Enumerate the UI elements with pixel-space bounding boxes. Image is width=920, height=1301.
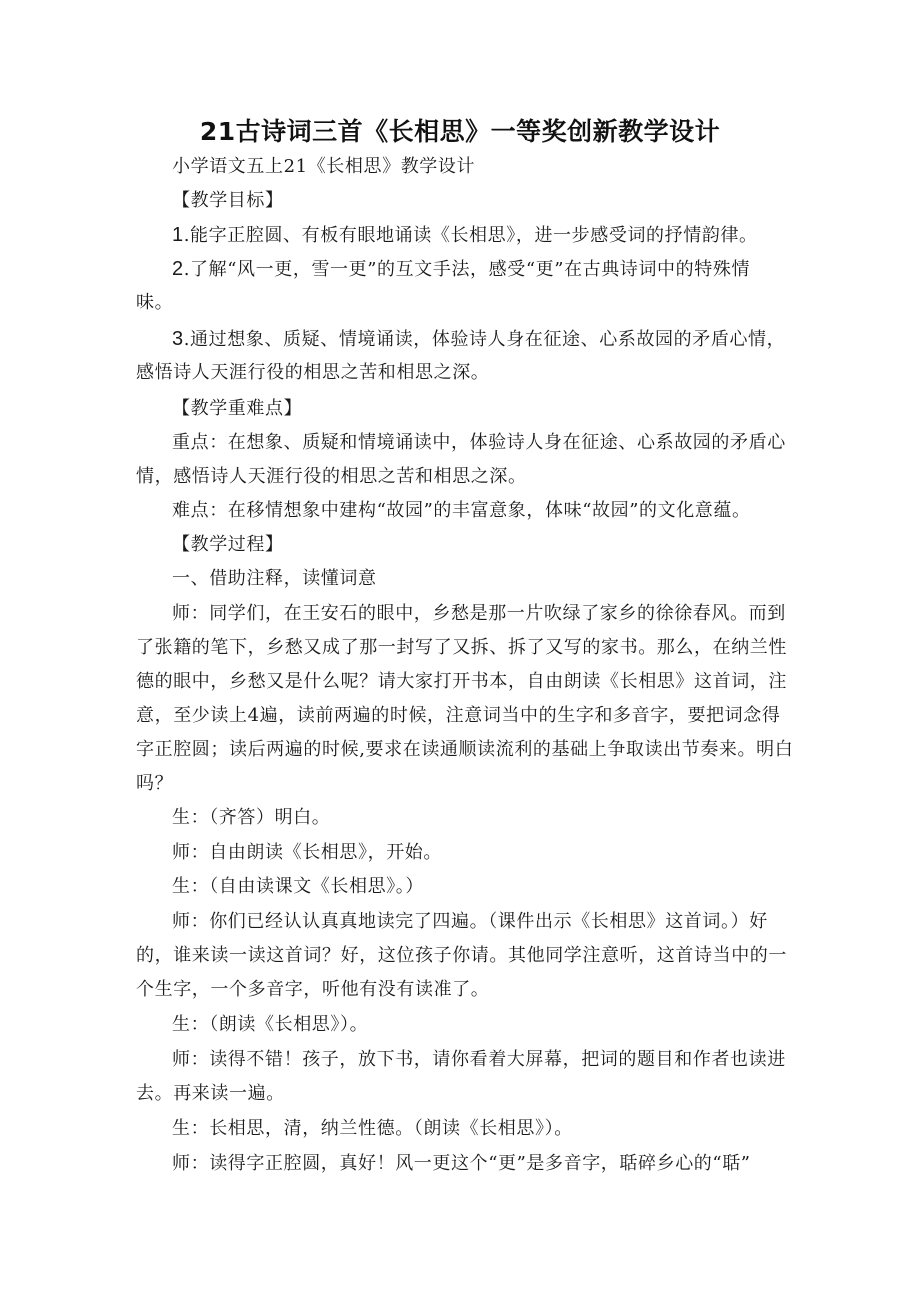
section-heading-goals: 【教学目标】 <box>172 190 284 211</box>
key-point-2: 难点：在移情想象中建构“故园”的丰富意象，体味“故园”的文化意蕴。 <box>172 500 751 521</box>
section-heading-key: 【教学重难点】 <box>172 398 303 419</box>
page-title: 21古诗词三首《长相思》一等奖创新教学设计 <box>199 117 721 146</box>
dialogue-line: 生：（齐答）明白。 <box>172 807 331 828</box>
goal-text: .通过想象、质疑、情境诵读，体验诗人身在征途、心系故园的矛盾心情， <box>183 329 786 350</box>
section-heading-process: 【教学过程】 <box>172 534 284 555</box>
paragraph-line: 师：同学们，在王安石的眼中，乡愁是那一片吹绿了家乡的徐徐春风。而到 <box>172 603 786 624</box>
step-heading: 一、借助注释，读懂词意 <box>172 568 377 589</box>
paragraph-line: 了张籍的笔下，乡愁又成了那一封写了又拆、拆了又写的家书。那么，在纳兰性 <box>136 637 787 658</box>
goal-text: .了解“风一更，雪一更”的互文手法，感受“更”在古典诗词中的特殊情 <box>183 259 751 280</box>
goal-item-1 <box>172 218 832 253</box>
dialogue-line: 生：（朗读《长相思》）。 <box>172 1014 369 1035</box>
goal-number: 3 <box>172 328 184 350</box>
dialogue-line: 生：（自由读课文《长相思》。） <box>172 876 424 897</box>
paragraph-line: 师：你们已经认认真真地读完了四遍。（课件出示《长相思》这首词。）好 <box>172 911 768 932</box>
goal-text: .能字正腔圆、有板有眼地诵读《长相思》，进一步感受词的抒情韵律。 <box>183 225 758 246</box>
key-point-1: 重点：在想象、质疑和情境诵读中，体验诗人身在征途、心系故园的矛盾心 <box>172 432 786 453</box>
paragraph-line: 意，至少读上4遍，读前两遍的时候，注意词当中的生字和多音字，要把词念得 <box>136 705 781 726</box>
paragraph-line: 师：读得字正腔圆，真好！风一更这个“更”是多音字，聒碎乡心的“聒” <box>172 1153 751 1174</box>
goal-item-2-cont: 味。 <box>136 292 174 313</box>
paragraph-line: 个生字，一个多音字，听他有没有读准了。 <box>136 979 490 1000</box>
goal-number: 1 <box>172 224 184 246</box>
goal-item-2 <box>172 252 832 287</box>
dialogue-line: 师：自由朗读《长相思》，开始。 <box>172 842 442 863</box>
paragraph-line: 师：读得不错！孩子，放下书，请你看着大屏幕，把词的题目和作者也读进 <box>172 1049 786 1070</box>
paragraph-line: 字正腔圆；读后两遍的时候,要求在读通顺读流利的基础上争取读出节奏来。明白 <box>136 739 794 760</box>
goal-item-3 <box>172 322 832 357</box>
subtitle: 小学语文五上21《长相思》教学设计 <box>172 156 476 177</box>
key-point-1-cont: 情，感悟诗人天涯行役的相思之苦和相思之深。 <box>136 466 527 487</box>
paragraph-line: 去。再来读一遍。 <box>136 1083 285 1104</box>
paragraph-line: 德的眼中，乡愁又是什么呢？请大家打开书本，自由朗读《长相思》这首词，注 <box>136 671 787 692</box>
goal-number: 2 <box>172 258 184 280</box>
paragraph-line: 吗？ <box>136 773 174 794</box>
paragraph-line: 的，谁来读一读这首词？好，这位孩子你请。其他同学注意听，这首诗当中的一 <box>136 945 787 966</box>
goal-item-3-cont: 感悟诗人天涯行役的相思之苦和相思之深。 <box>136 362 490 383</box>
dialogue-line: 生：长相思，清，纳兰性德。（朗读《长相思》）。 <box>172 1118 573 1139</box>
